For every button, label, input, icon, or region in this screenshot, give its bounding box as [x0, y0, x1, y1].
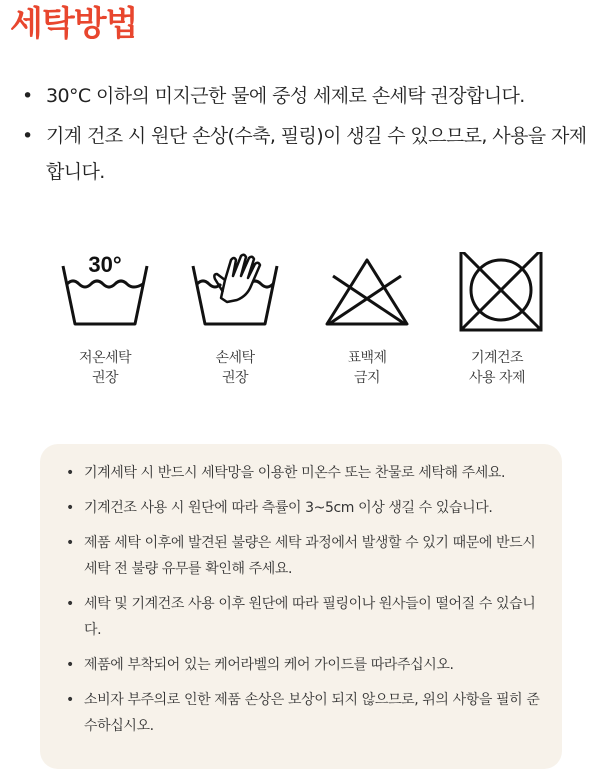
list-item: [62, 687, 544, 739]
note-text: 제품 세탁 이후에 발견된 불량은 세탁 과정에서 발생할 수 있기 때문에 반드시 세탁 전 불량 유무를 확인해 주세요.: [84, 535, 536, 577]
caption-line: 기계건조: [470, 350, 524, 366]
symbol-caption: [40, 348, 170, 388]
caption-line: 저온세탁: [78, 350, 132, 366]
bullet: •: [66, 500, 74, 516]
list-item: [22, 118, 592, 190]
caption-line: 권장: [91, 370, 119, 386]
care-symbol-no-bleach: [302, 252, 432, 388]
note-text: 기계세탁 시 반드시 세탁망을 이용한 미온수 또는 찬물로 세탁해 주세요.: [84, 465, 506, 481]
note-text: 기계건조 사용 시 원단에 따라 측률이 3~5cm 이상 생길 수 있습니다.: [84, 500, 493, 516]
list-item: [62, 652, 544, 678]
hand-wash-icon: [185, 252, 285, 334]
care-symbols-row: [40, 252, 565, 402]
symbol-caption: [302, 348, 432, 388]
care-symbol-no-tumble-dry: [432, 252, 562, 388]
no-bleach-icon: [317, 252, 417, 334]
bullet: •: [66, 535, 74, 551]
care-symbol-wash-30: [40, 252, 170, 388]
note-text: 제품에 부착되어 있는 케어라벨의 케어 가이드를 따라주십시오.: [84, 657, 454, 673]
page-title: 세탁방법: [10, 4, 138, 44]
symbol-caption: [170, 348, 300, 388]
list-item: [62, 591, 544, 643]
note-text: 소비자 부주의로 인한 제품 손상은 보상이 되지 않으므로, 위의 사항을 필히 준수하십시오.: [84, 692, 540, 734]
note-text: 세탁 및 기계건조 사용 이후 원단에 따라 필링이나 원사들이 떨어질 수 있습니다.: [84, 596, 536, 638]
bullet: •: [66, 657, 74, 673]
symbol-caption: [432, 348, 562, 388]
caption-line: 권장: [221, 370, 249, 386]
bullet: •: [22, 125, 33, 147]
list-item: [62, 460, 544, 486]
bullet: •: [66, 465, 74, 481]
care-symbol-hand-wash: [170, 252, 300, 388]
instruction-text: 기계 건조 시 원단 손상(수축, 필링)이 생길 수 있으므로, 사용을 자제 합니다.: [46, 125, 587, 183]
main-instructions-list: [22, 78, 592, 194]
wash-temp-label: 30°: [88, 252, 122, 277]
notes-list: [62, 460, 544, 748]
instruction-text: 30°C 이하의 미지근한 물에 중성 세제로 손세탁 권장합니다.: [46, 85, 525, 107]
caption-line: 표백제: [347, 350, 387, 366]
caption-line: 금지: [353, 370, 381, 386]
list-item: [62, 530, 544, 582]
caption-line: 사용 자제: [468, 370, 526, 386]
notes-panel: [40, 444, 562, 769]
bullet: •: [66, 692, 74, 708]
no-tumble-dry-icon: [447, 252, 547, 334]
list-item: [62, 495, 544, 521]
caption-line: 손세탁: [215, 350, 255, 366]
wash-30-icon: [55, 252, 155, 334]
bullet: •: [66, 596, 74, 612]
bullet: •: [22, 85, 33, 107]
list-item: [22, 78, 592, 114]
